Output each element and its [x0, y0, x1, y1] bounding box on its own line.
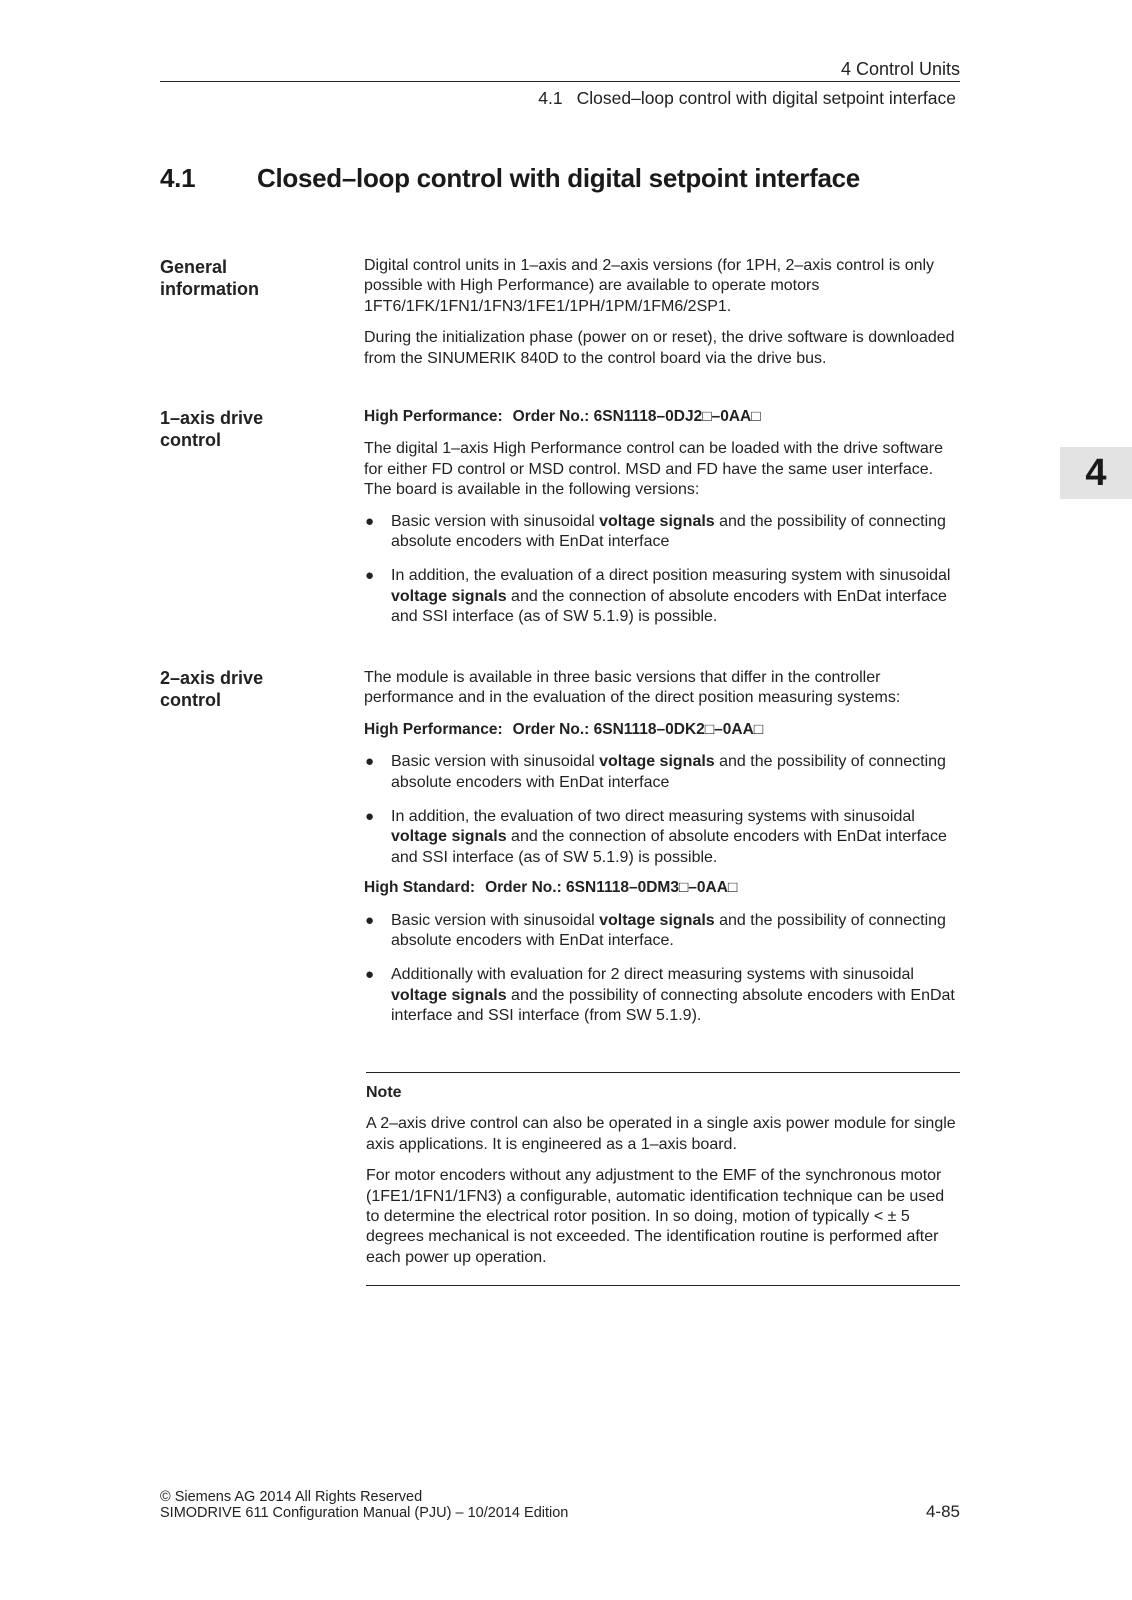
two-axis-hp-bullet-list	[364, 752, 964, 868]
bullet-text-pre: In addition, the evaluation of a direct position measuring system with sinusoidal	[391, 567, 951, 585]
one-axis-order-type: High Performance:	[364, 408, 503, 425]
one-axis-order-number: Order No.: 6SN1118–0DJ2□–0AA□	[512, 408, 761, 425]
bullet-text-pre: Basic version with sinusoidal	[391, 911, 600, 929]
two-axis-paragraph: The module is available in three basic versions that differ in the controller performance and in the evaluation of the direct position measuring systems:	[364, 669, 901, 707]
note-paragraph-2: For motor encoders without any adjustment to the EMF of the synchronous motor (1FE1/1FN1/1FN3) a configurable, automatic identification technique can be used to determine the electrical rotor position. In so doing, motion of typically < ± 5 degrees mechanical is not exceeded. The identification routine is performed after each power up operation.	[366, 1167, 945, 1266]
bullet-text-bold: voltage signals	[391, 587, 507, 605]
two-axis-hs-bullet-list	[364, 911, 964, 1027]
header-rule	[160, 81, 960, 82]
two-axis-label: 2–axis drive control	[160, 668, 264, 710]
one-axis-paragraph: The digital 1–axis High Performance control can be loaded with the drive software for either FD control or MSD control. MSD and FD have the same user interface. The board is available in the following versions:	[364, 440, 943, 499]
bullet-text-pre: Additionally with evaluation for 2 direct measuring systems with sinusoidal	[391, 966, 914, 984]
list-item	[364, 512, 964, 553]
page-footer	[160, 1489, 568, 1521]
chapter-tab-marker: 4	[1060, 447, 1132, 499]
section-heading-text: Closed–loop control with digital setpoint interface	[257, 163, 860, 193]
bullet-text-pre: Basic version with sinusoidal	[391, 753, 600, 771]
bullet-text-bold: voltage signals	[599, 911, 715, 929]
running-header-section	[538, 88, 956, 109]
note-title: Note	[366, 1084, 402, 1101]
bullet-text-post: and the possibility of connecting absolute encoders with EnDat interface	[391, 753, 946, 791]
section-heading	[160, 163, 860, 194]
page-number: 4-85	[925, 1502, 960, 1521]
bullet-text-post: and the connection of absolute encoders with EnDat interface and SSI interface (as of SW 5.1.9) is possible.	[391, 828, 947, 866]
footer-copyright: © Siemens AG 2014 All Rights Reserved	[160, 1489, 423, 1505]
bullet-text-post: and the possibility of connecting absolute encoders with EnDat interface	[391, 512, 946, 551]
two-axis-hs-order-number: Order No.: 6SN1118–0DM3□–0AA□	[485, 879, 738, 897]
bullet-text-pre: In addition, the evaluation of two direct measuring systems with sinusoidal	[391, 808, 915, 826]
two-axis-hp-order-line	[364, 720, 964, 740]
two-axis-hp-order-type: High Performance:	[364, 720, 503, 738]
bullet-text-post: and the possibility of connecting absolute encoders with EnDat interface and SSI interface (from SW 5.1.9).	[391, 986, 955, 1025]
two-axis-hs-order-type: High Standard:	[364, 879, 476, 897]
one-axis-bullet-list	[364, 512, 964, 628]
list-item	[364, 807, 964, 868]
list-item	[364, 911, 964, 952]
general-information-body	[364, 256, 964, 380]
running-header-section-number: 4.1	[538, 88, 563, 108]
one-axis-label: 1–axis drive control	[160, 408, 264, 450]
note-paragraph-1: A 2–axis drive control can also be operated in a single axis power module for single axis applications. It is engineered as a 1–axis board.	[366, 1115, 956, 1153]
section-heading-number: 4.1	[160, 163, 196, 193]
bullet-icon: ●	[365, 512, 375, 530]
one-axis-order-line	[364, 407, 964, 427]
two-axis-hp-order-number: Order No.: 6SN1118–0DK2□–0AA□	[512, 720, 764, 738]
bullet-text-bold: voltage signals	[599, 753, 715, 771]
note-box	[366, 1072, 960, 1286]
general-paragraph-2: During the initialization phase (power on or reset), the drive software is downloaded from the SINUMERIK 840D to the control board via the drive bus.	[364, 329, 955, 367]
bullet-text-post: and the connection of absolute encoders with EnDat interface and SSI interface (as of SW 5.1.9) is possible.	[391, 587, 947, 626]
bullet-text-bold: voltage signals	[391, 828, 507, 846]
bullet-icon: ●	[365, 567, 375, 585]
two-axis-hs-order-line	[364, 878, 964, 898]
bullet-icon: ●	[365, 911, 375, 929]
two-axis-body	[364, 668, 964, 1041]
bullet-icon: ●	[365, 808, 375, 826]
bullet-text-pre: Basic version with sinusoidal	[391, 512, 600, 530]
general-paragraph-1: Digital control units in 1–axis and 2–axis versions (for 1PH, 2–axis control is only possible with High Performance) are available to operate motors 1FT6/1FK/1FN1/1FN3/1FE1/1PH/1PM/1FM6/2SP1.	[364, 257, 935, 315]
one-axis-body	[364, 407, 964, 642]
footer-manual-title: SIMODRIVE 611 Configuration Manual (PJU) – 10/2014 Edition	[160, 1505, 569, 1521]
bullet-text-post: and the possibility of connecting absolute encoders with EnDat interface.	[391, 911, 946, 950]
list-item	[364, 566, 964, 627]
bullet-text-bold: voltage signals	[391, 986, 507, 1004]
bullet-text-bold: voltage signals	[599, 512, 715, 530]
general-information-label: General information	[160, 257, 259, 299]
running-header-chapter: 4 Control Units	[840, 59, 960, 79]
list-item	[364, 965, 964, 1026]
bullet-icon: ●	[365, 966, 375, 984]
bullet-icon: ●	[365, 753, 375, 771]
running-header-section-title: Closed–loop control with digital setpoint interface	[576, 88, 956, 108]
list-item	[364, 752, 964, 793]
